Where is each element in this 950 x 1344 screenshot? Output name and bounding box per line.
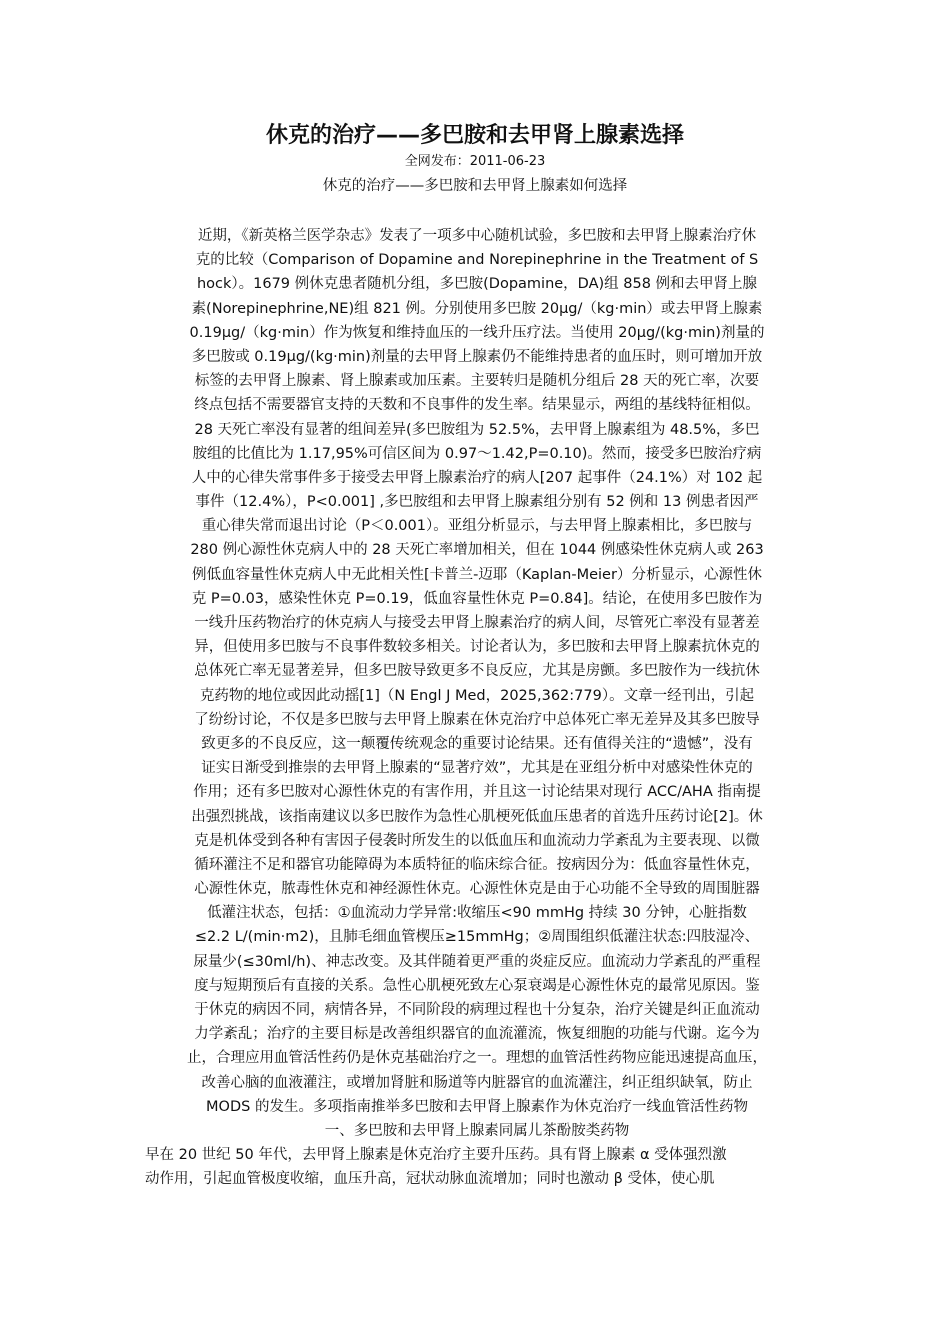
body-text [145, 224, 809, 1192]
body-line: 例低血容量性休克病人中无此相关性[卡普兰-迈耶（Kaplan-Meier）分析显示，心源性休 [192, 566, 762, 583]
body-line: 280 例心源性休克病人中的 28 天死亡率增加相关，但在 1044 例感染性休克病人或 263 [190, 542, 764, 559]
body-line: 早在 20 世纪 50 年代，去甲肾上腺素是休克治疗主要升压药。具有肾上腺素 α 受体强烈激 [145, 1147, 727, 1164]
body-line: 克是机体受到各种有害因子侵袭时所发生的以低血压和血流动力学紊乱为主要表现、以微 [194, 832, 760, 849]
body-line: 心源性休克，脓毒性休克和神经源性休克。心源性休克是由于心功能不全导致的周围脏器 [194, 881, 760, 898]
body-line: 致更多的不良反应，这一颠覆传统观念的重要讨论结果。还有值得关注的“遗憾”，没有 [201, 735, 753, 752]
body-line: 于休克的病因不同，病情各异，不同阶段的病理过程也十分复杂，治疗关键是纠正血流动 [194, 1002, 760, 1018]
body-line: 终点包括不需要器官支持的天数和不良事件的发生率。结果显示，两组的基线特征相似。 [194, 397, 760, 414]
body-line: 0.19μg/（kg·min）作为恢复和维持血压的一线升压疗法。当使用 20μg/(kg·min)剂量的 [189, 324, 765, 341]
body-line: 重心律失常而退出讨论（P＜0.001）。亚组分析显示，与去甲肾上腺素相比，多巴胺与 [201, 518, 753, 535]
body-line: ≤2.2 L/(min·m2)，且肺毛细血管楔压≥15mmHg；②周围组织低灌注状态:四肢湿冷、 [194, 929, 760, 946]
body-line: 多巴胺或 0.19μg/(kg·min)剂量的去甲肾上腺素仍不能维持患者的血压时，则可增加开放 [191, 348, 763, 365]
publish-info: 全网发布：2011-06-23 [404, 154, 546, 169]
body-line: hock）。1679 例休克患者随机分组，多巴胺(Dopamine，DA)组 858 例和去甲肾上腺 [196, 276, 758, 293]
body-line: 一线升压药物治疗的休克病人与接受去甲肾上腺素治疗的病人间，尽管死亡率没有显著差 [194, 615, 760, 631]
body-line: 循环灌注不足和器官功能障碍为本质特征的临床综合征。按病因分为：低血容量性休克， [194, 856, 760, 873]
body-line: 异，但使用多巴胺与不良事件数较多相关。讨论者认为，多巴胺和去甲肾上腺素抗休克的 [194, 639, 760, 656]
body-line: 人中的心律失常事件多于接受去甲肾上腺素治疗的病人[207 起事件（24.1%）对 102 起 [191, 469, 763, 486]
body-line: 证实日渐受到推崇的去甲肾上腺素的“显著疗效”，尤其是在亚组分析中对感染性休克的 [201, 760, 753, 777]
body-line: 出强烈挑战，该指南建议以多巴胺作为急性心肌梗死低血压患者的首选升压药讨论[2]。休 [191, 808, 763, 825]
body-line: 胺组的比值比为 1.17,95%可信区间为 0.97～1.42,P=0.10)。然而，接受多巴胺治疗病 [192, 445, 762, 462]
body-line: 克的比较（Comparison of Dopamine and Norepinephrine in the Treatment of S [195, 252, 759, 269]
body-line: 了纷纷讨论，不仅是多巴胺与去甲肾上腺素在休克治疗中总体死亡率无差异及其多巴胺导 [194, 711, 760, 728]
section-heading: 一、多巴胺和去甲肾上腺素同属儿茶酚胺类药物 [324, 1122, 630, 1139]
body-line: 近期，《新英格兰医学杂志》发表了一项多中心随机试验，多巴胺和去甲肾上腺素治疗休 [197, 228, 757, 244]
body-line: 止，合理应用血管活性药仍是休克基础治疗之一。理想的血管活性药物应能迅速提高血压， [187, 1050, 767, 1067]
body-line: 标签的去甲肾上腺素、肾上腺素或加压素。主要转归是随机分组后 28 天的死亡率，次要 [194, 373, 760, 390]
body-line: MODS 的发生。多项指南推举多巴胺和去甲肾上腺素作为休克治疗一线血管活性药物 [206, 1098, 748, 1115]
body-line: 度与短期预后有直接的关系。急性心肌梗死致左心泵衰竭是心源性休克的最常见原因。鉴 [194, 977, 760, 994]
body-line: 动作用，引起血管极度收缩，血压升高，冠状动脉血流增加；同时也激动 β 受体，使心肌 [145, 1171, 715, 1188]
body-line: 事件（12.4%），P<0.001] ,多巴胺组和去甲肾上腺素组分别有 52 例和 13 例患者因严 [195, 494, 759, 511]
document-title: 休克的治疗——多巴胺和去甲肾上腺素选择 [265, 123, 684, 148]
body-line: 力学紊乱；治疗的主要目标是改善组织器官的血流灌流，恢复细胞的功能与代谢。迄今为 [194, 1026, 760, 1043]
body-line: 素(Norepinephrine,NE)组 821 例。分别使用多巴胺 20μg/（kg·min）或去甲肾上腺素 [191, 300, 763, 317]
body-line: 总体死亡率无显著差异，但多巴胺导致更多不良反应，尤其是房颤。多巴胺作为一线抗休 [194, 663, 760, 680]
body-line: 作用；还有多巴胺对心源性休克的有害作用，并且这一讨论结果对现行 ACC/AHA 指南提 [193, 784, 761, 801]
document-subtitle: 休克的治疗——多巴胺和去甲肾上腺素如何选择 [322, 178, 628, 194]
body-line: 28 天死亡率没有显著的组间差异(多巴胺组为 52.5%，去甲肾上腺素组为 48.5%，多巴 [194, 421, 760, 438]
body-line: 克药物的地位或因此动摇[1]（N Engl J Med，2025,362:779）。文章一经刊出，引起 [199, 687, 755, 704]
body-line: 克 P=0.03，感染性休克 P=0.19，低血容量性休克 P=0.84]。结论，在使用多巴胺作为 [191, 590, 763, 607]
body-line: 改善心脑的血液灌注，或增加肾脏和肠道等内脏器官的血流灌注，纠正组织缺氧，防止 [201, 1074, 753, 1091]
body-line: 低灌注状态，包括：①血流动力学异常:收缩压<90 mmHg 持续 30 分钟，心脏指数 [207, 905, 747, 922]
body-line: 尿量少(≤30ml/h)、神志改变。及其伴随着更严重的炎症反应。血流动力学紊乱的严重程 [193, 953, 761, 970]
